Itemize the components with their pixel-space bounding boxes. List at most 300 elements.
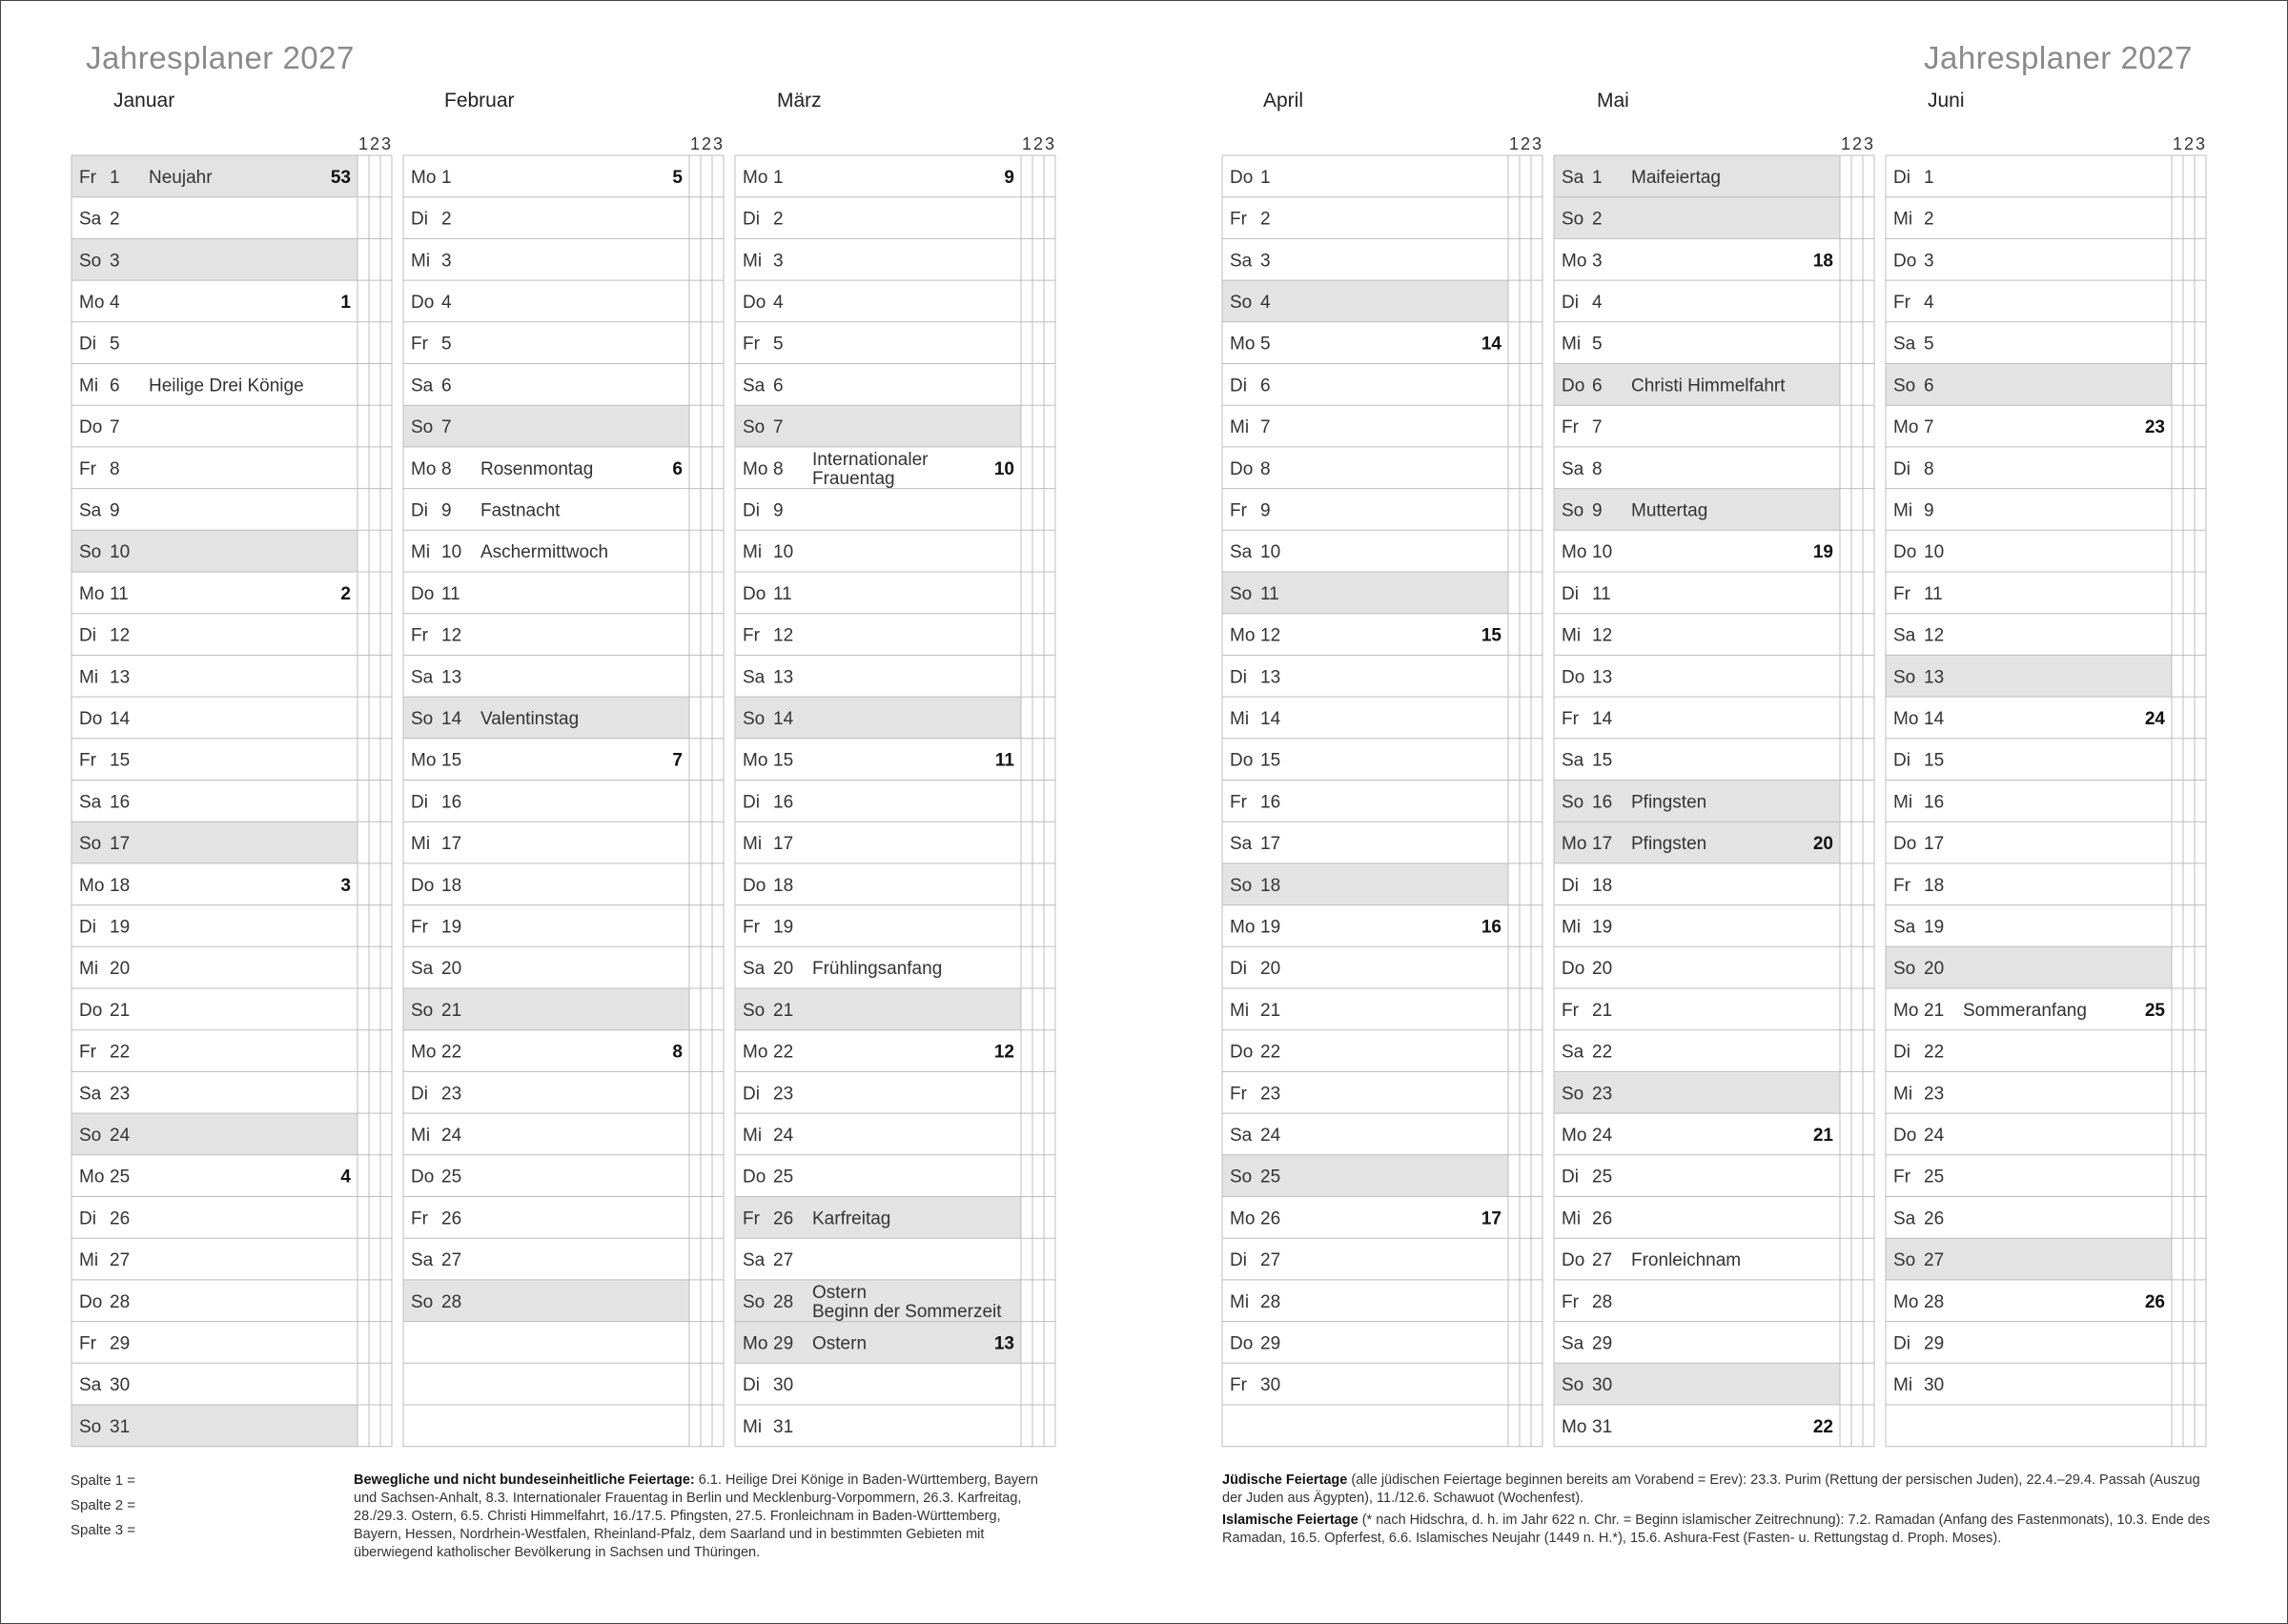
footnote-islamische-feiertage bbox=[1222, 1512, 2223, 1548]
weekday-label: Sa bbox=[1562, 167, 1584, 188]
weekday-label: Mi bbox=[1230, 417, 1250, 438]
weekday-label: Do bbox=[411, 875, 435, 896]
day-number: 29 bbox=[110, 1333, 131, 1354]
week-number: 7 bbox=[672, 750, 683, 771]
weekday-label: Do bbox=[411, 583, 435, 604]
day-number: 12 bbox=[1924, 625, 1945, 646]
holiday-label: Valentinstag bbox=[480, 708, 580, 729]
day-number: 26 bbox=[773, 1208, 794, 1229]
weekday-label: Sa bbox=[1562, 750, 1584, 771]
weekday-label: So bbox=[1562, 209, 1584, 230]
day-number: 16 bbox=[441, 792, 462, 813]
holiday-label: Neujahr bbox=[149, 167, 213, 188]
holiday-label: Aschermittwoch bbox=[480, 542, 609, 563]
day-number: 7 bbox=[110, 417, 120, 438]
weekday-label: Sa bbox=[743, 667, 766, 688]
day-number: 27 bbox=[441, 1250, 462, 1271]
weekday-label: Mi bbox=[1893, 1375, 1913, 1396]
weekday-label: So bbox=[411, 708, 434, 729]
weekday-label: Mi bbox=[1562, 917, 1582, 938]
day-number: 26 bbox=[110, 1208, 131, 1229]
day-number: 6 bbox=[1924, 376, 1934, 396]
weekday-label: Di bbox=[79, 334, 96, 355]
day-number: 18 bbox=[773, 875, 794, 896]
day-number: 23 bbox=[110, 1084, 131, 1105]
holiday-label: Sommeranfang bbox=[1963, 1000, 2087, 1021]
weekday-label: Fr bbox=[411, 1208, 428, 1229]
day-number: 15 bbox=[1592, 750, 1613, 771]
day-number: 14 bbox=[110, 708, 131, 729]
day-number: 17 bbox=[1924, 834, 1945, 855]
day-number: 31 bbox=[110, 1416, 131, 1437]
weekday-label: Di bbox=[1562, 1167, 1579, 1188]
weekday-label: Sa bbox=[1893, 625, 1916, 646]
week-number: 14 bbox=[1481, 334, 1502, 355]
day-number: 2 bbox=[441, 209, 452, 230]
footnote-islamische-title: Islamische Feiertage bbox=[1222, 1512, 1358, 1528]
day-number: 2 bbox=[110, 209, 120, 230]
weekday-label: Mi bbox=[743, 1125, 763, 1146]
day-number: 30 bbox=[1592, 1375, 1613, 1396]
day-number: 22 bbox=[773, 1042, 794, 1063]
legend-spalte-3: Spalte 3 = bbox=[71, 1522, 135, 1538]
day-number: 27 bbox=[1924, 1250, 1945, 1271]
weekday-label: Di bbox=[1230, 1250, 1247, 1271]
weekday-label: Mi bbox=[1230, 1000, 1250, 1021]
day-number: 19 bbox=[1924, 917, 1945, 938]
weekday-label: Fr bbox=[1230, 500, 1247, 521]
day-number: 29 bbox=[773, 1333, 794, 1354]
day-number: 5 bbox=[1924, 334, 1934, 355]
legend-spalte-1: Spalte 1 = bbox=[71, 1472, 135, 1489]
day-number: 14 bbox=[1592, 708, 1613, 729]
day-number: 31 bbox=[773, 1416, 794, 1437]
day-number: 3 bbox=[1592, 251, 1603, 272]
day-number: 6 bbox=[773, 376, 784, 396]
weekday-label: Di bbox=[743, 209, 760, 230]
weekday-label: Do bbox=[1230, 458, 1254, 479]
weekday-label: Di bbox=[79, 917, 96, 938]
weekday-label: So bbox=[1230, 292, 1253, 313]
weekday-label: Mo bbox=[79, 1167, 105, 1188]
day-number: 14 bbox=[1924, 708, 1945, 729]
day-number: 30 bbox=[110, 1375, 131, 1396]
day-number: 22 bbox=[1924, 1042, 1945, 1063]
weekday-label: Mo bbox=[1562, 542, 1587, 563]
day-number: 3 bbox=[1260, 251, 1271, 272]
weekday-label: Di bbox=[411, 1084, 428, 1105]
weekday-label: So bbox=[1562, 1084, 1584, 1105]
weekday-label: Do bbox=[1893, 251, 1917, 272]
day-number: 5 bbox=[773, 334, 784, 355]
day-number: 11 bbox=[773, 583, 792, 604]
day-number: 11 bbox=[441, 583, 460, 604]
day-number: 25 bbox=[441, 1167, 462, 1188]
weekday-label: Di bbox=[743, 1375, 760, 1396]
day-number: 12 bbox=[441, 625, 462, 646]
weekday-label: Do bbox=[1562, 959, 1585, 980]
week-number: 24 bbox=[2144, 708, 2165, 729]
day-number: 4 bbox=[441, 292, 452, 313]
weekday-label: Sa bbox=[411, 1250, 434, 1271]
column-header-3: 3 bbox=[380, 134, 392, 153]
weekday-label: Mi bbox=[1893, 792, 1913, 813]
column-header-1: 1 bbox=[2172, 134, 2183, 153]
column-header-1: 1 bbox=[358, 134, 369, 153]
day-number: 15 bbox=[1924, 750, 1945, 771]
weekday-label: Di bbox=[79, 625, 96, 646]
day-number: 10 bbox=[110, 542, 131, 563]
weekday-label: Do bbox=[1893, 542, 1917, 563]
weekday-label: Sa bbox=[1230, 1125, 1253, 1146]
day-number: 30 bbox=[1260, 1375, 1281, 1396]
day-number: 23 bbox=[441, 1084, 462, 1105]
day-number: 21 bbox=[441, 1000, 462, 1021]
day-number: 10 bbox=[441, 542, 462, 563]
day-number: 11 bbox=[1260, 583, 1279, 604]
column-header-2: 2 bbox=[369, 134, 380, 153]
weekday-label: Sa bbox=[1562, 458, 1584, 479]
day-number: 24 bbox=[110, 1125, 131, 1146]
holiday-label: Muttertag bbox=[1631, 500, 1708, 521]
day-number: 21 bbox=[110, 1000, 131, 1021]
day-number: 24 bbox=[441, 1125, 462, 1146]
day-number: 9 bbox=[441, 500, 452, 521]
weekday-label: Fr bbox=[1562, 708, 1579, 729]
weekday-label: Fr bbox=[1893, 1167, 1910, 1188]
legend-spalte-2: Spalte 2 = bbox=[71, 1497, 135, 1513]
weekday-label: Di bbox=[743, 500, 760, 521]
day-number: 14 bbox=[441, 708, 462, 729]
weekday-label: Fr bbox=[79, 1333, 96, 1354]
weekday-label: Sa bbox=[1893, 917, 1916, 938]
weekday-label: Mi bbox=[743, 1416, 763, 1437]
weekday-label: Sa bbox=[79, 500, 102, 521]
weekday-label: Mo bbox=[1230, 334, 1256, 355]
holiday-label: Ostern bbox=[812, 1282, 868, 1303]
month-name-april: April bbox=[1263, 90, 1304, 112]
footnote-bewegliche-title: Bewegliche und nicht bundeseinheitliche Feiertage: bbox=[354, 1472, 695, 1488]
day-number: 1 bbox=[1260, 167, 1271, 188]
week-number: 2 bbox=[340, 583, 351, 604]
holiday-label: Internationaler bbox=[812, 449, 929, 470]
weekday-label: So bbox=[743, 1000, 766, 1021]
weekday-label: Mo bbox=[1893, 1000, 1919, 1021]
weekday-label: So bbox=[1893, 667, 1916, 688]
weekday-label: Di bbox=[1893, 750, 1910, 771]
holiday-label: Rosenmontag bbox=[480, 458, 594, 479]
day-number: 25 bbox=[1260, 1167, 1281, 1188]
column-header-2: 2 bbox=[2183, 134, 2195, 153]
day-number: 12 bbox=[1592, 625, 1613, 646]
column-header-3: 3 bbox=[712, 134, 724, 153]
day-number: 13 bbox=[773, 667, 794, 688]
weekday-label: So bbox=[411, 1291, 434, 1312]
week-number: 15 bbox=[1481, 625, 1502, 646]
weekday-label: Mo bbox=[1562, 1125, 1587, 1146]
weekday-label: Do bbox=[743, 875, 766, 896]
weekday-label: Di bbox=[411, 209, 428, 230]
day-number: 15 bbox=[441, 750, 462, 771]
day-number: 8 bbox=[441, 458, 452, 479]
column-header-1: 1 bbox=[1021, 134, 1032, 153]
weekday-label: Sa bbox=[1562, 1042, 1584, 1063]
day-number: 1 bbox=[1592, 167, 1603, 188]
weekday-label: Mi bbox=[79, 376, 99, 396]
day-number: 22 bbox=[110, 1042, 131, 1063]
weekday-label: So bbox=[743, 708, 766, 729]
weekday-label: Fr bbox=[1562, 1291, 1579, 1312]
day-number: 6 bbox=[1592, 376, 1603, 396]
weekday-label: Di bbox=[1230, 667, 1247, 688]
column-header-2: 2 bbox=[1520, 134, 1531, 153]
weekday-label: Sa bbox=[79, 1084, 102, 1105]
day-number: 8 bbox=[1260, 458, 1271, 479]
weekday-label: So bbox=[79, 1416, 102, 1437]
week-number: 23 bbox=[2144, 417, 2165, 438]
weekday-label: Do bbox=[1230, 1042, 1254, 1063]
footnote-juedische-feiertage bbox=[1222, 1472, 2223, 1508]
day-number: 14 bbox=[773, 708, 794, 729]
left-page-title: Jahresplaner 2027 bbox=[86, 40, 355, 75]
weekday-label: Mi bbox=[1230, 708, 1250, 729]
weekday-label: Sa bbox=[79, 209, 102, 230]
day-number: 19 bbox=[773, 917, 794, 938]
weekday-label: Mi bbox=[743, 834, 763, 855]
week-number: 22 bbox=[1812, 1416, 1833, 1437]
day-number: 5 bbox=[110, 334, 120, 355]
weekday-label: Sa bbox=[1893, 1208, 1916, 1229]
weekday-label: Sa bbox=[79, 1375, 102, 1396]
column-header-3: 3 bbox=[1863, 134, 1874, 153]
weekday-label: Sa bbox=[743, 376, 766, 396]
day-number: 25 bbox=[1924, 1167, 1945, 1188]
day-number: 25 bbox=[773, 1167, 794, 1188]
column-header-3: 3 bbox=[1044, 134, 1055, 153]
weekday-label: Do bbox=[411, 292, 435, 313]
day-number: 23 bbox=[1592, 1084, 1613, 1105]
day-number: 7 bbox=[441, 417, 452, 438]
day-number: 23 bbox=[1260, 1084, 1281, 1105]
week-number: 10 bbox=[993, 458, 1014, 479]
day-number: 22 bbox=[441, 1042, 462, 1063]
month-name-januar: Januar bbox=[113, 90, 175, 112]
day-number: 3 bbox=[110, 251, 120, 272]
day-number: 9 bbox=[1260, 500, 1271, 521]
holiday-label: Beginn der Sommerzeit bbox=[812, 1301, 1002, 1322]
month-name-juni: Juni bbox=[1928, 90, 1965, 112]
week-number: 11 bbox=[994, 750, 1014, 771]
day-number: 29 bbox=[1924, 1333, 1945, 1354]
weekday-label: Sa bbox=[411, 667, 434, 688]
weekday-label: Di bbox=[411, 792, 428, 813]
day-number: 10 bbox=[1592, 542, 1613, 563]
weekday-label: Mi bbox=[1230, 1291, 1250, 1312]
weekday-label: Mo bbox=[1893, 1291, 1919, 1312]
weekday-label: Fr bbox=[1893, 875, 1910, 896]
column-header-2: 2 bbox=[701, 134, 712, 153]
day-number: 27 bbox=[1260, 1250, 1281, 1271]
weekday-label: Mi bbox=[411, 251, 431, 272]
weekday-label: Mi bbox=[79, 667, 99, 688]
weekday-label: So bbox=[1893, 959, 1916, 980]
day-number: 8 bbox=[110, 458, 120, 479]
day-number: 18 bbox=[1924, 875, 1945, 896]
day-number: 4 bbox=[1924, 292, 1934, 313]
day-number: 4 bbox=[1260, 292, 1271, 313]
weekday-label: Mo bbox=[411, 458, 437, 479]
day-number: 23 bbox=[773, 1084, 794, 1105]
weekday-label: Fr bbox=[411, 917, 428, 938]
weekday-label: Mi bbox=[411, 834, 431, 855]
weekday-label: Di bbox=[1893, 1333, 1910, 1354]
week-number: 6 bbox=[672, 458, 683, 479]
weekday-label: Di bbox=[1893, 458, 1910, 479]
holiday-label: Frühlingsanfang bbox=[812, 959, 943, 980]
weekday-label: Fr bbox=[411, 334, 428, 355]
weekday-label: Mi bbox=[411, 542, 431, 563]
weekday-label: Mo bbox=[1230, 1208, 1256, 1229]
day-number: 18 bbox=[110, 875, 131, 896]
day-number: 22 bbox=[1592, 1042, 1613, 1063]
day-number: 6 bbox=[1260, 376, 1271, 396]
column-header-2: 2 bbox=[1851, 134, 1863, 153]
day-number: 19 bbox=[441, 917, 462, 938]
day-number: 6 bbox=[110, 376, 120, 396]
day-number: 21 bbox=[773, 1000, 794, 1021]
column-header-1: 1 bbox=[1508, 134, 1520, 153]
day-number: 13 bbox=[1592, 667, 1613, 688]
day-number: 26 bbox=[1924, 1208, 1945, 1229]
weekday-label: Di bbox=[79, 1208, 96, 1229]
week-number: 19 bbox=[1812, 542, 1833, 563]
weekday-label: Di bbox=[1230, 376, 1247, 396]
day-number: 12 bbox=[1260, 625, 1281, 646]
weekday-label: Fr bbox=[79, 750, 96, 771]
day-number: 28 bbox=[773, 1291, 794, 1312]
day-number: 18 bbox=[1260, 875, 1281, 896]
weekday-label: Do bbox=[1230, 750, 1254, 771]
week-number: 5 bbox=[672, 167, 683, 188]
day-number: 13 bbox=[441, 667, 462, 688]
week-number: 25 bbox=[2144, 1000, 2165, 1021]
day-number: 2 bbox=[1260, 209, 1271, 230]
weekday-label: Sa bbox=[411, 959, 434, 980]
weekday-label: So bbox=[1230, 1167, 1253, 1188]
day-number: 26 bbox=[1592, 1208, 1613, 1229]
weekday-label: So bbox=[1893, 1250, 1916, 1271]
weekday-label: Mo bbox=[1893, 708, 1919, 729]
day-number: 12 bbox=[773, 625, 794, 646]
day-number: 29 bbox=[1592, 1333, 1613, 1354]
weekday-label: So bbox=[411, 1000, 434, 1021]
day-number: 23 bbox=[1924, 1084, 1945, 1105]
day-number: 3 bbox=[441, 251, 452, 272]
day-number: 19 bbox=[110, 917, 131, 938]
day-number: 28 bbox=[110, 1291, 131, 1312]
day-number: 26 bbox=[441, 1208, 462, 1229]
day-number: 3 bbox=[773, 251, 784, 272]
day-number: 6 bbox=[441, 376, 452, 396]
weekday-label: Di bbox=[1562, 583, 1579, 604]
weekday-label: Mo bbox=[79, 583, 105, 604]
weekday-label: Fr bbox=[743, 625, 760, 646]
week-number: 17 bbox=[1481, 1208, 1502, 1229]
weekday-label: Do bbox=[1893, 1125, 1917, 1146]
day-number: 11 bbox=[1592, 583, 1611, 604]
day-number: 9 bbox=[110, 500, 120, 521]
weekday-label: Do bbox=[743, 292, 766, 313]
day-number: 14 bbox=[1260, 708, 1281, 729]
day-number: 9 bbox=[773, 500, 784, 521]
weekday-label: Di bbox=[743, 792, 760, 813]
weekday-label: Mo bbox=[743, 167, 768, 188]
weekday-label: So bbox=[79, 834, 102, 855]
day-number: 7 bbox=[1260, 417, 1271, 438]
day-number: 10 bbox=[1924, 542, 1945, 563]
month-name-maerz: März bbox=[777, 90, 822, 112]
week-number: 12 bbox=[993, 1042, 1014, 1063]
day-number: 24 bbox=[1260, 1125, 1281, 1146]
footnote-juedische-title: Jüdische Feiertage bbox=[1222, 1472, 1348, 1488]
day-number: 28 bbox=[1592, 1291, 1613, 1312]
holiday-label: Karfreitag bbox=[812, 1208, 891, 1229]
weekday-label: Do bbox=[79, 1291, 103, 1312]
day-number: 5 bbox=[441, 334, 452, 355]
day-number: 15 bbox=[1260, 750, 1281, 771]
day-number: 8 bbox=[1592, 458, 1603, 479]
month-name-mai: Mai bbox=[1597, 90, 1629, 112]
day-number: 30 bbox=[773, 1375, 794, 1396]
weekday-label: Mo bbox=[743, 1042, 768, 1063]
weekday-label: Sa bbox=[79, 792, 102, 813]
footnote-juedische-text: (alle jüdischen Feiertage beginnen bereits am Vorabend = Erev): 23.3. Purim (Rettung der persischen Juden), 22.4.–29.4. Passah (Auszug der Juden aus Ägypten), 11./12.6. Schawuot (Wochenfest). bbox=[1222, 1472, 2200, 1506]
day-number: 12 bbox=[110, 625, 131, 646]
month-name-februar: Februar bbox=[444, 90, 515, 112]
day-number: 20 bbox=[110, 959, 131, 980]
holiday-label: Pfingsten bbox=[1631, 792, 1707, 813]
weekday-label: So bbox=[1893, 376, 1916, 396]
weekday-label: Mo bbox=[411, 750, 437, 771]
week-number: 1 bbox=[340, 292, 351, 313]
weekday-label: Mi bbox=[411, 1125, 431, 1146]
weekday-label: Do bbox=[1562, 376, 1585, 396]
weekday-label: Mo bbox=[1562, 251, 1587, 272]
day-number: 18 bbox=[1592, 875, 1613, 896]
weekday-label: Fr bbox=[1562, 417, 1579, 438]
weekday-label: Fr bbox=[1893, 583, 1910, 604]
weekday-label: Fr bbox=[1230, 1084, 1247, 1105]
weekday-label: Di bbox=[1230, 959, 1247, 980]
weekday-label: Mo bbox=[1562, 834, 1587, 855]
weekday-label: Sa bbox=[1562, 1333, 1584, 1354]
day-number: 27 bbox=[773, 1250, 794, 1271]
weekday-label: So bbox=[1230, 583, 1253, 604]
day-number: 29 bbox=[1260, 1333, 1281, 1354]
day-number: 8 bbox=[1924, 458, 1934, 479]
day-number: 1 bbox=[773, 167, 784, 188]
weekday-label: Mo bbox=[411, 167, 437, 188]
weekday-label: Mo bbox=[79, 292, 105, 313]
weekday-label: Mi bbox=[743, 542, 763, 563]
weekday-label: So bbox=[79, 1125, 102, 1146]
week-number: 8 bbox=[672, 1042, 683, 1063]
day-number: 15 bbox=[773, 750, 794, 771]
footnote-bewegliche-text: 6.1. Heilige Drei Könige in Baden-Württemberg, Bayern und Sachsen-Anhalt, 8.3. Internationaler Frauentag in Berlin und Mecklenburg-Vorpommern, 26.3. Karfreitag, 28./29.3. Ostern, 6.5. Christi Himmelfahrt, 16./17.5. Pfingsten, 27.5. Fronleichnam in Baden-Württemberg, Bayern, Hessen, Nordrhein-Westfalen, Rheinland-Pfalz, dem Saarland und in bestimmten Gebieten mit überwiegend katholischer Bevölkerung in Sachsen und Thüringen. bbox=[354, 1472, 1038, 1560]
weekday-label: So bbox=[1562, 792, 1584, 813]
weekday-label: Di bbox=[411, 500, 428, 521]
weekday-label: Do bbox=[1230, 1333, 1254, 1354]
